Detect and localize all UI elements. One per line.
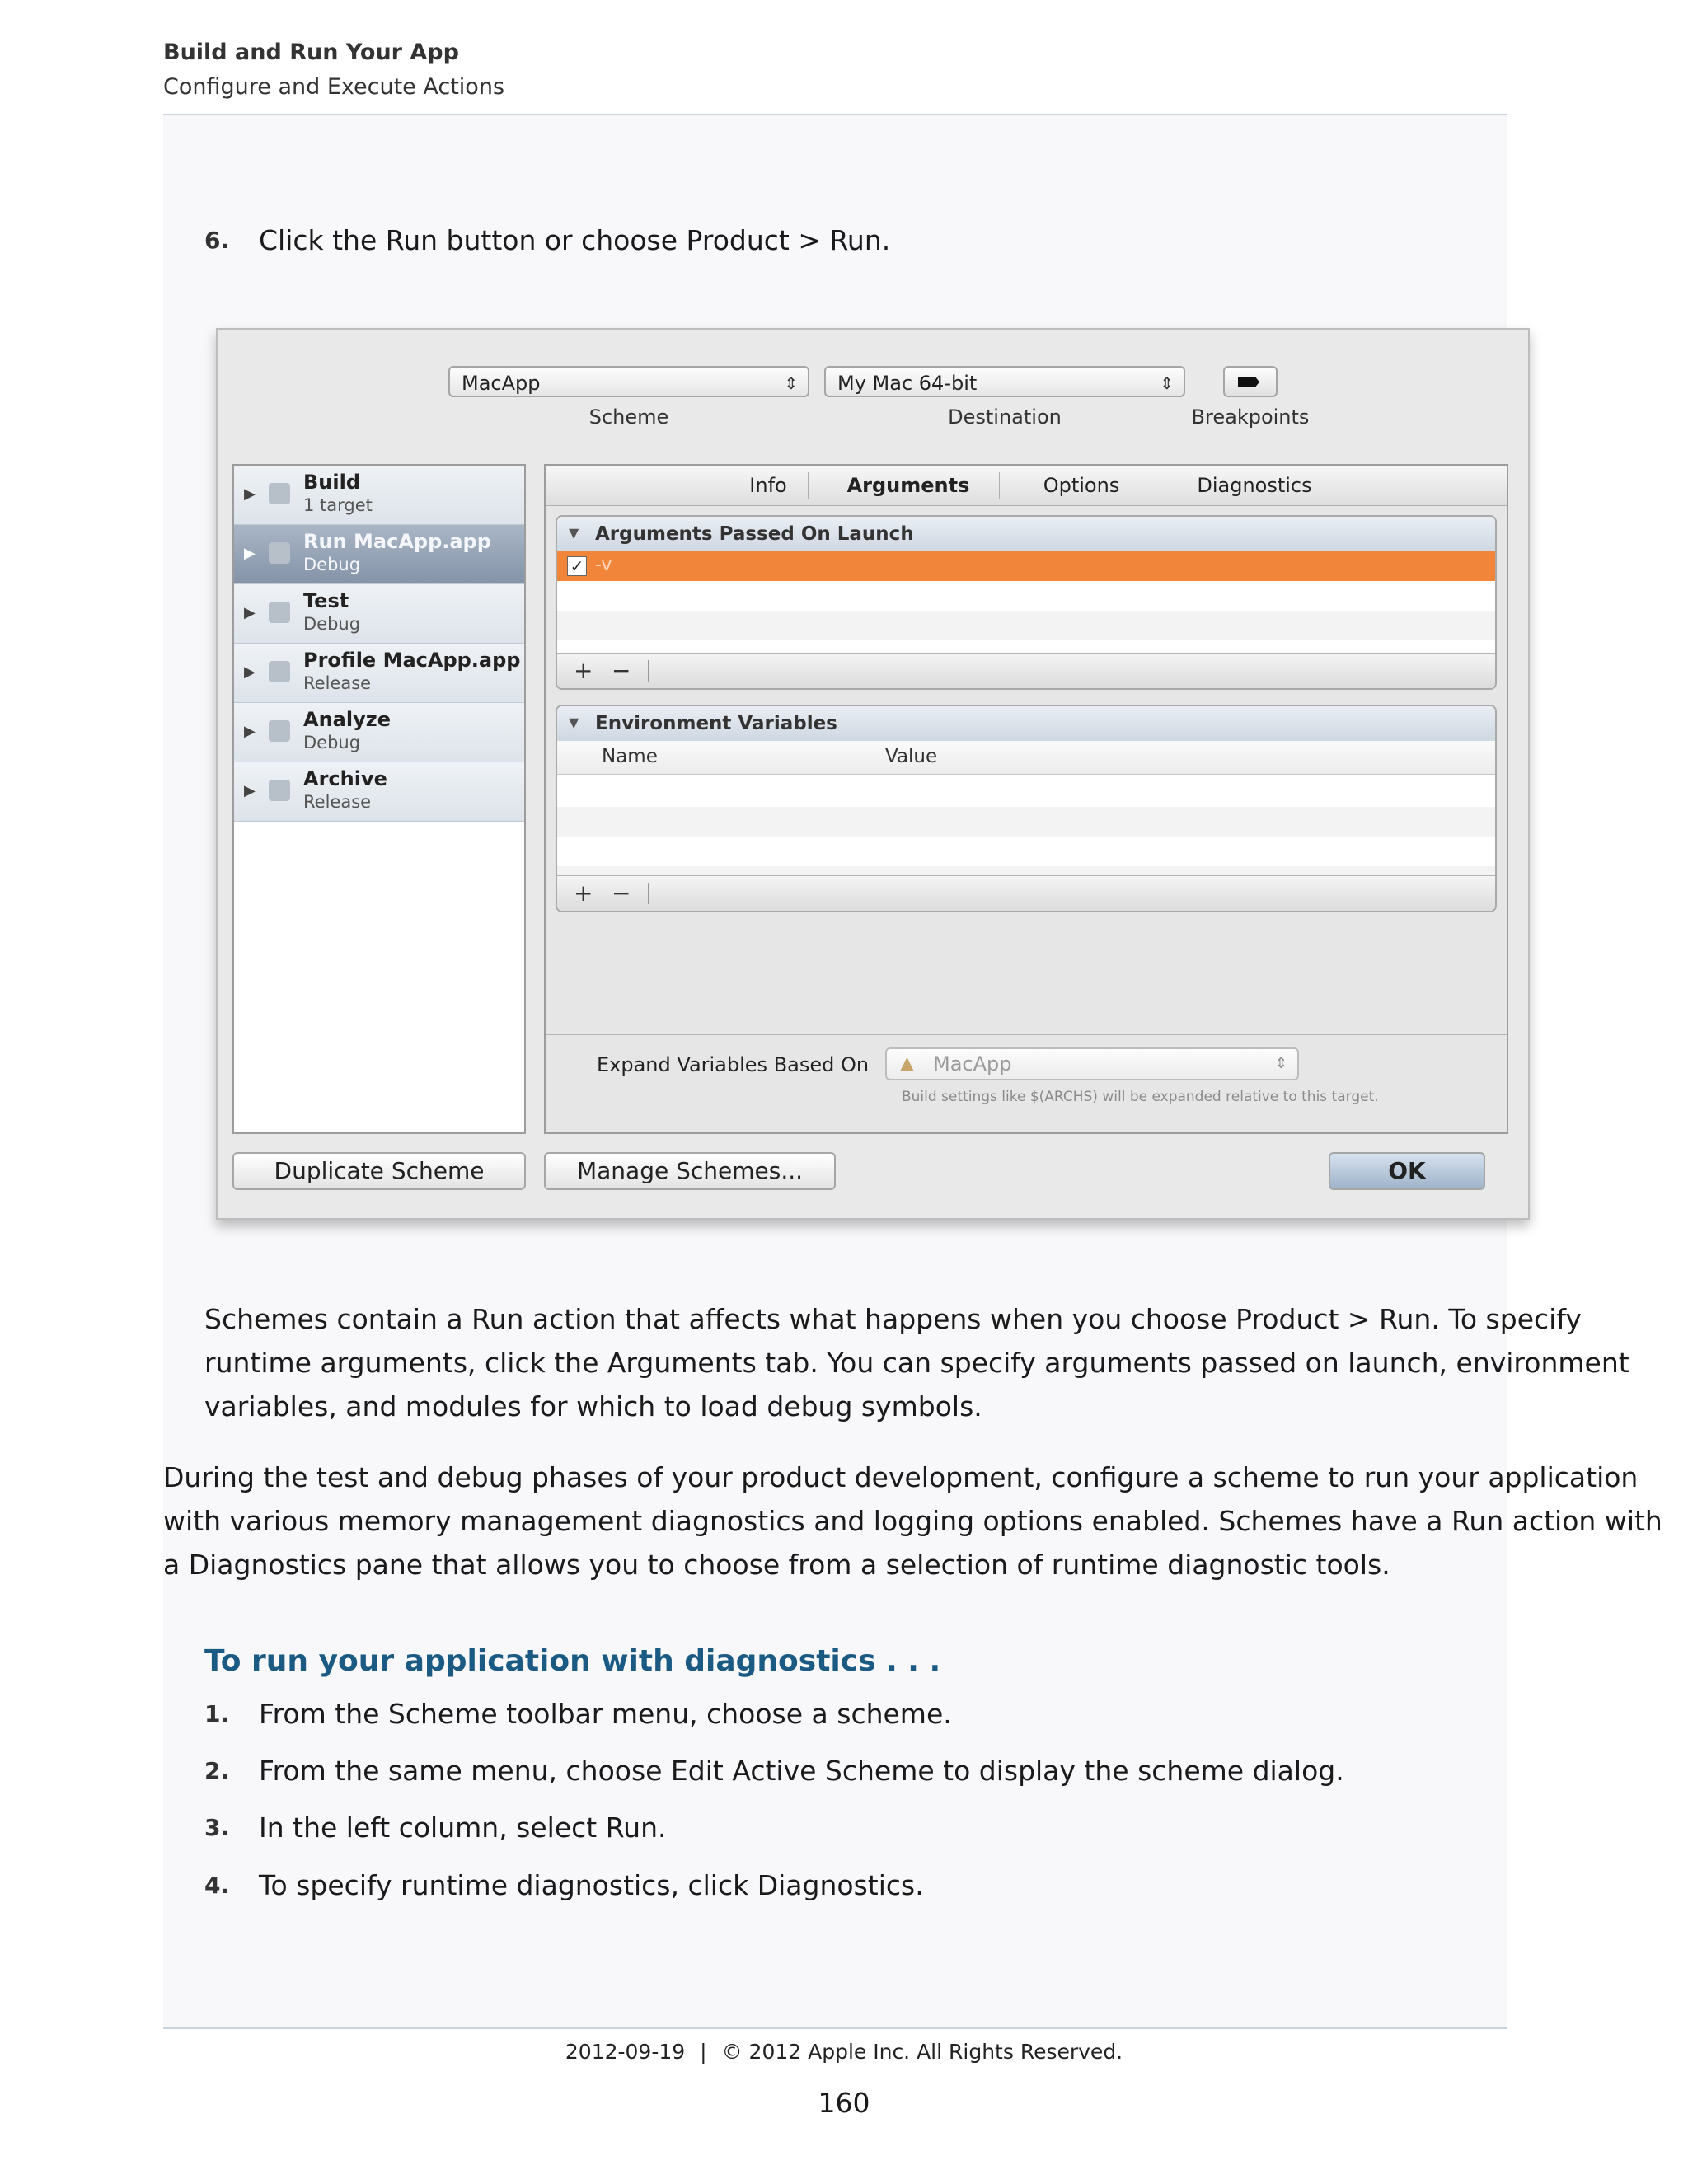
updown-arrows-icon: ⇕ <box>784 373 798 393</box>
breakpoints-label: Breakpoints <box>1191 405 1310 429</box>
run-action-pane <box>544 464 1508 1134</box>
footer-divider <box>163 2027 1507 2029</box>
section-title: Arguments Passed On Launch <box>595 523 914 545</box>
disclosure-triangle-icon: ▶ <box>244 604 256 621</box>
sidebar-item-run[interactable] <box>234 525 524 584</box>
tab-bar <box>546 466 1507 506</box>
sidebar-item-analyze[interactable] <box>234 703 524 762</box>
disclosure-down-icon: ▼ <box>569 715 579 730</box>
paragraph-line: variables, and modules for which to load debug symbols. <box>204 1390 982 1422</box>
sidebar-item-label: Archive <box>303 767 387 790</box>
sidebar-item-label: Analyze <box>303 708 391 731</box>
diagnostics-paragraph <box>163 1455 1662 1586</box>
paragraph-line: During the test and debug phases of your product development, configure a scheme to run your application <box>163 1461 1639 1493</box>
arguments-footer <box>557 653 1495 688</box>
sidebar-item-test[interactable] <box>234 584 524 644</box>
expand-variables-value: MacApp <box>933 1052 1012 1076</box>
paragraph-line: Schemes contain a Run action that affects what happens when you choose Product > Run. To specify <box>204 1303 1582 1335</box>
disclosure-triangle-icon: ▶ <box>244 663 256 681</box>
add-argument-button[interactable]: + <box>574 657 593 684</box>
step-text: Click the Run button or choose Product > Run. <box>259 224 891 256</box>
disclosure-triangle-icon: ▶ <box>244 485 256 503</box>
argument-value: -v <box>595 555 612 575</box>
run-icon <box>269 542 290 564</box>
sidebar-item-sublabel: Debug <box>303 733 361 752</box>
sidebar-item-sublabel: Debug <box>303 614 361 634</box>
sidebar-item-label: Build <box>303 471 361 494</box>
expand-variables-popup[interactable] <box>885 1047 1299 1080</box>
header-divider <box>163 114 1507 115</box>
environment-section <box>556 705 1497 912</box>
env-column-header <box>557 741 1495 775</box>
disclosure-down-icon: ▼ <box>569 525 579 541</box>
build-icon <box>269 483 290 504</box>
sidebar-item-sublabel: Release <box>303 792 372 812</box>
scheme-dialog <box>216 328 1530 1220</box>
step-text: In the left column, select Run. <box>259 1811 667 1844</box>
tab-info[interactable]: Info <box>749 474 787 497</box>
updown-arrows-icon: ⇕ <box>1160 373 1174 393</box>
step-text: From the Scheme toolbar menu, choose a scheme. <box>259 1698 952 1730</box>
remove-variable-button[interactable]: − <box>612 879 631 907</box>
disclosure-triangle-icon: ▶ <box>244 782 256 799</box>
tab-divider <box>808 472 809 499</box>
sidebar-item-sublabel: Debug <box>303 555 361 574</box>
archive-icon <box>269 780 290 801</box>
scheme-label: Scheme <box>588 405 669 429</box>
environment-footer <box>557 875 1495 911</box>
duplicate-scheme-button[interactable]: Duplicate Scheme <box>232 1152 526 1190</box>
sidebar-item-label: Profile MacApp.app <box>303 649 521 672</box>
remove-argument-button[interactable]: − <box>612 657 631 684</box>
env-name-column[interactable]: Name <box>602 746 658 767</box>
sidebar-item-archive[interactable] <box>234 762 524 822</box>
footer-date: 2012-09-19 <box>565 2040 686 2064</box>
section-title: Environment Variables <box>595 713 837 734</box>
scheme-action-list <box>232 464 526 1134</box>
updown-arrows-icon: ⇕ <box>1274 1055 1287 1072</box>
paragraph-line: with various memory management diagnostics and logging options enabled. Schemes have a Run action with <box>163 1505 1662 1537</box>
table-row <box>557 611 1495 640</box>
argument-row[interactable] <box>557 551 1495 581</box>
add-variable-button[interactable]: + <box>574 879 593 907</box>
sidebar-item-sublabel: Release <box>303 673 372 693</box>
tab-arguments[interactable]: Arguments <box>846 474 970 497</box>
footer-divider <box>648 883 649 904</box>
step-number: 3. <box>204 1814 230 1841</box>
analyze-icon <box>269 720 290 742</box>
ok-button[interactable]: OK <box>1329 1152 1485 1190</box>
breakpoints-button[interactable] <box>1223 366 1278 397</box>
sidebar-item-profile[interactable] <box>234 644 524 703</box>
page-number: 160 <box>818 2087 870 2119</box>
manage-schemes-button[interactable]: Manage Schemes... <box>544 1152 836 1190</box>
app-target-icon: ▲ <box>900 1053 914 1074</box>
pane-divider <box>546 1034 1507 1035</box>
breakpoint-icon <box>1238 377 1259 387</box>
destination-label: Destination <box>948 405 1062 429</box>
env-value-column[interactable]: Value <box>885 746 938 767</box>
scheme-value: MacApp <box>462 372 541 395</box>
task-heading: To run your application with diagnostics . . . <box>204 1644 941 1678</box>
header-subtitle: Configure and Execute Actions <box>163 74 505 100</box>
test-icon <box>269 602 290 623</box>
destination-popup[interactable] <box>824 366 1185 397</box>
destination-value: My Mac 64-bit <box>837 372 978 395</box>
tab-options[interactable]: Options <box>1043 474 1120 497</box>
disclosure-triangle-icon: ▶ <box>244 723 256 740</box>
paragraph-line: runtime arguments, click the Arguments tab. You can specify arguments passed on launch, environment <box>204 1347 1629 1379</box>
step-text: From the same menu, choose Edit Active Scheme to display the scheme dialog. <box>259 1755 1344 1787</box>
arguments-section <box>556 515 1497 690</box>
sidebar-item-label: Test <box>303 589 349 612</box>
step-text: To specify runtime diagnostics, click Diagnostics. <box>259 1869 924 1901</box>
scheme-popup[interactable] <box>448 366 809 397</box>
arguments-section-header[interactable] <box>557 517 1495 552</box>
tab-divider <box>999 472 1000 499</box>
footer-copyright: © 2012 Apple Inc. All Rights Reserved. <box>721 2040 1123 2064</box>
profile-icon <box>269 661 290 682</box>
tab-diagnostics[interactable]: Diagnostics <box>1197 474 1312 497</box>
step-number: 4. <box>204 1872 230 1899</box>
sidebar-item-label: Run MacApp.app <box>303 530 491 553</box>
table-row <box>557 807 1495 837</box>
sidebar-item-sublabel: 1 target <box>303 495 373 515</box>
disclosure-triangle-icon: ▶ <box>244 545 256 562</box>
footer-separator: | <box>700 2040 707 2064</box>
footer-divider <box>648 660 649 682</box>
step-number: 1. <box>204 1700 230 1727</box>
expand-variables-label: Expand Variables Based On <box>597 1053 870 1076</box>
environment-section-header[interactable] <box>557 706 1495 742</box>
step-number: 6. <box>204 227 230 254</box>
schemes-paragraph <box>204 1297 1629 1428</box>
expand-variables-hint: Build settings like $(ARCHS) will be expanded relative to this target. <box>902 1089 1379 1105</box>
step-number: 2. <box>204 1757 230 1784</box>
footer-info <box>0 2040 1688 2064</box>
argument-checkbox[interactable]: ✓ <box>567 556 587 576</box>
paragraph-line: a Diagnostics pane that allows you to choose from a selection of runtime diagnostic tools. <box>163 1549 1390 1581</box>
header-title: Build and Run Your App <box>163 40 459 65</box>
sidebar-item-build[interactable] <box>234 466 524 525</box>
